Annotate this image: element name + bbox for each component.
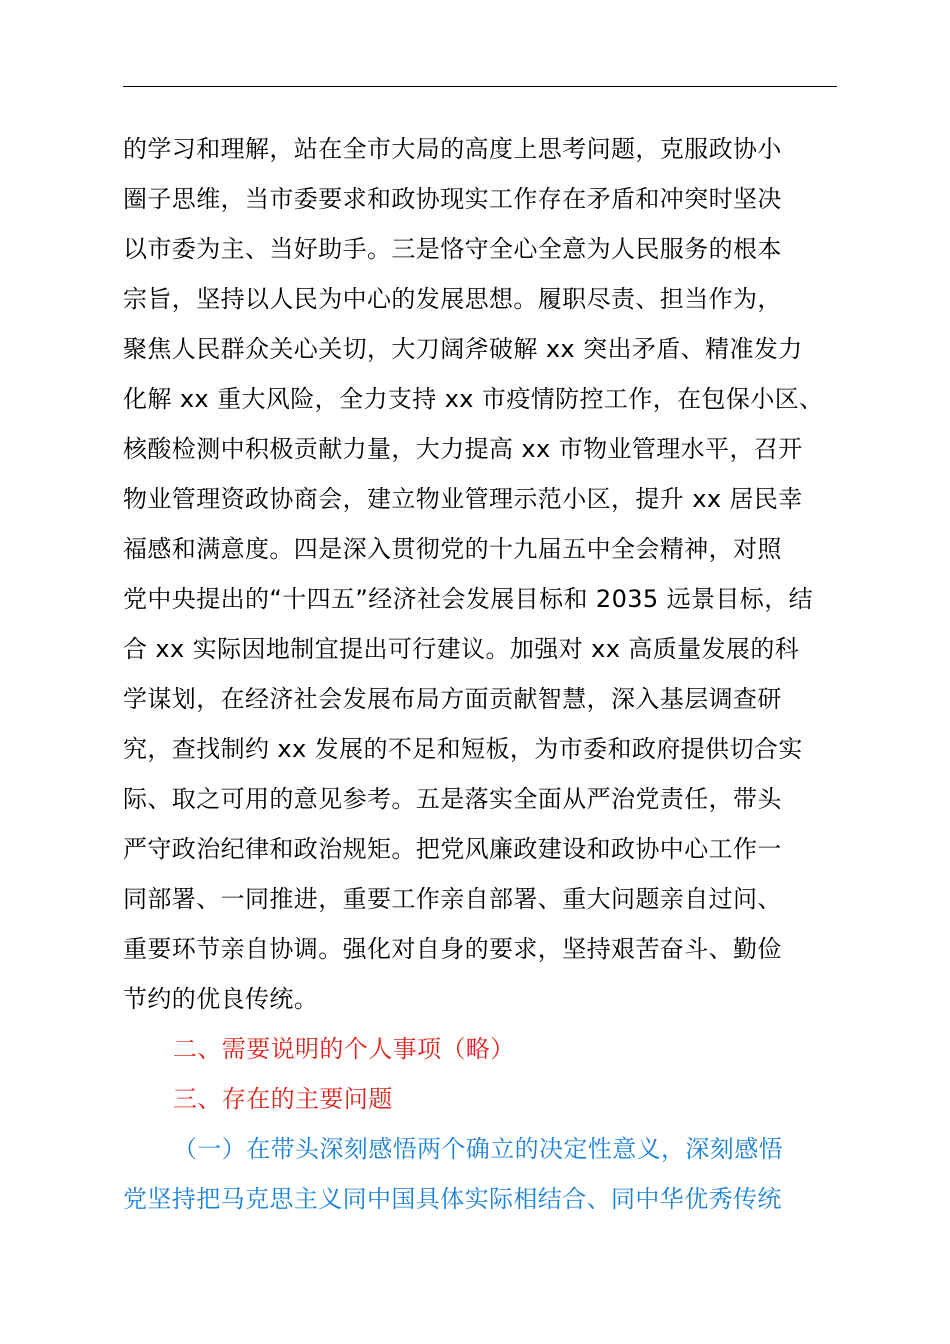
body-line: 以市委为主、当好助手。三是恪守全心全意为人民服务的根本	[123, 235, 782, 263]
body-line: 物业管理资政协商会，建立物业管理示范小区，提升 xx 居民幸	[123, 485, 803, 513]
body-line: 圈子思维，当市委要求和政协现实工作存在矛盾和冲突时坚决	[123, 185, 782, 213]
body-line: 党中央提出的“十四五”经济社会发展目标和 2035 远景目标，结	[123, 585, 814, 613]
body-line: 的学习和理解，站在全市大局的高度上思考问题，克服政协小	[123, 135, 782, 163]
body-line: 核酸检测中积极贡献力量，大力提高 xx 市物业管理水平，召开	[123, 435, 803, 463]
body-line: 学谋划，在经济社会发展布局方面贡献智慧，深入基层调查研	[123, 685, 782, 713]
section-heading-personal-matters: 二、需要说明的个人事项（略）	[173, 1035, 515, 1063]
body-line: 严守政治纪律和政治规矩。把党风廉政建设和政协中心工作一	[123, 835, 782, 863]
document-body	[123, 124, 839, 1224]
sub-heading-line: 党坚持把马克思主义同中国具体实际相结合、同中华优秀传统	[123, 1185, 782, 1213]
body-line: 宗旨，坚持以人民为中心的发展思想。履职尽责、担当作为，	[123, 285, 782, 313]
body-line: 究，查找制约 xx 发展的不足和短板，为市委和政府提供切合实	[123, 735, 803, 763]
body-line: 福感和满意度。四是深入贯彻党的十九届五中全会精神，对照	[123, 535, 782, 563]
body-line: 合 xx 实际因地制宜提出可行建议。加强对 xx 高质量发展的科	[123, 635, 800, 663]
body-line: 重要环节亲自协调。强化对自身的要求，坚持艰苦奋斗、勤俭	[123, 935, 782, 963]
body-line: 节约的优良传统。	[123, 985, 319, 1013]
body-line: 化解 xx 重大风险，全力支持 xx 市疫情防控工作，在包保小区、	[123, 385, 824, 413]
body-line: 聚焦人民群众关心关切，大刀阔斧破解 xx 突出矛盾、精准发力	[123, 335, 803, 363]
body-line: 同部署、一同推进，重要工作亲自部署、重大问题亲自过问、	[123, 885, 782, 913]
section-heading-main-problems: 三、存在的主要问题	[173, 1085, 393, 1113]
header-rule	[123, 86, 837, 87]
body-line: 际、取之可用的意见参考。五是落实全面从严治党责任，带头	[123, 785, 782, 813]
sub-heading-line: （一）在带头深刻感悟两个确立的决定性意义，深刻感悟	[173, 1135, 783, 1163]
